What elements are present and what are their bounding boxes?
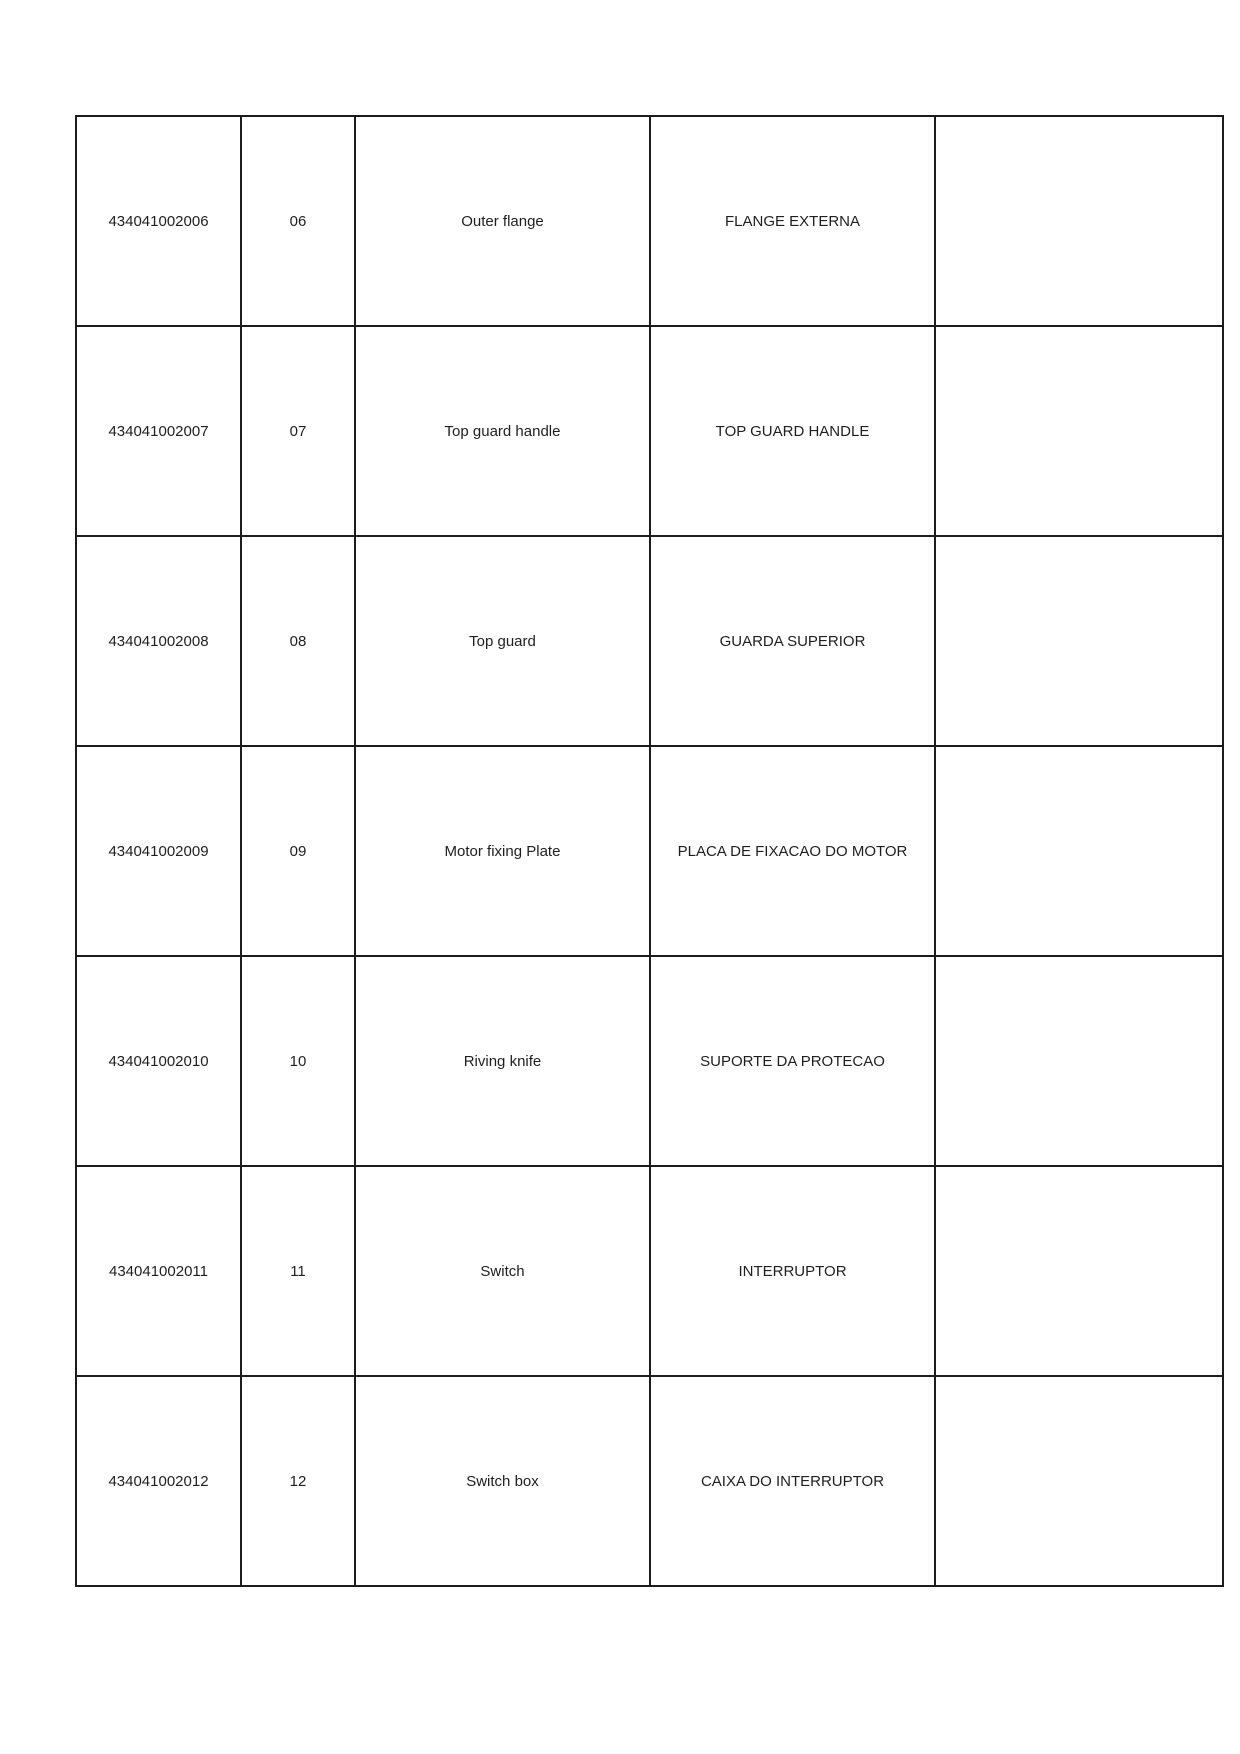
name-en-cell: Top guard handle: [355, 326, 650, 536]
name-pt-cell: GUARDA SUPERIOR: [650, 536, 935, 746]
name-pt-cell: FLANGE EXTERNA: [650, 116, 935, 326]
name-en-cell: Outer flange: [355, 116, 650, 326]
table-row: [76, 1166, 1223, 1376]
product-photo-cell: [935, 956, 1223, 1166]
product-photo-cell: [935, 1166, 1223, 1376]
table-row: [76, 746, 1223, 956]
name-pt-cell: CAIXA DO INTERRUPTOR: [650, 1376, 935, 1586]
name-en-cell: Switch: [355, 1166, 650, 1376]
part-number-cell: 434041002006: [76, 116, 241, 326]
item-no-cell: 09: [241, 746, 355, 956]
item-no-cell: 10: [241, 956, 355, 1166]
name-en-cell: Motor fixing Plate: [355, 746, 650, 956]
table-row: [76, 326, 1223, 536]
part-number-cell: 434041002012: [76, 1376, 241, 1586]
item-no-cell: 08: [241, 536, 355, 746]
item-no-cell: 11: [241, 1166, 355, 1376]
table-row: [76, 1376, 1223, 1586]
parts-table: [75, 115, 1224, 1587]
item-no-cell: 12: [241, 1376, 355, 1586]
table-row: [76, 956, 1223, 1166]
name-pt-cell: SUPORTE DA PROTECAO: [650, 956, 935, 1166]
name-en-cell: Switch box: [355, 1376, 650, 1586]
name-pt-cell: TOP GUARD HANDLE: [650, 326, 935, 536]
item-no-cell: 06: [241, 116, 355, 326]
name-pt-cell: PLACA DE FIXACAO DO MOTOR: [650, 746, 935, 956]
part-number-cell: 434041002008: [76, 536, 241, 746]
product-photo-cell: [935, 116, 1223, 326]
part-number-cell: 434041002010: [76, 956, 241, 1166]
product-photo-cell: [935, 536, 1223, 746]
table-row: [76, 116, 1223, 326]
name-en-cell: Riving knife: [355, 956, 650, 1166]
product-photo-cell: [935, 326, 1223, 536]
item-no-cell: 07: [241, 326, 355, 536]
table-row: [76, 536, 1223, 746]
part-number-cell: 434041002007: [76, 326, 241, 536]
part-number-cell: 434041002011: [76, 1166, 241, 1376]
part-number-cell: 434041002009: [76, 746, 241, 956]
product-photo-cell: [935, 746, 1223, 956]
name-pt-cell: INTERRUPTOR: [650, 1166, 935, 1376]
product-photo-cell: [935, 1376, 1223, 1586]
name-en-cell: Top guard: [355, 536, 650, 746]
